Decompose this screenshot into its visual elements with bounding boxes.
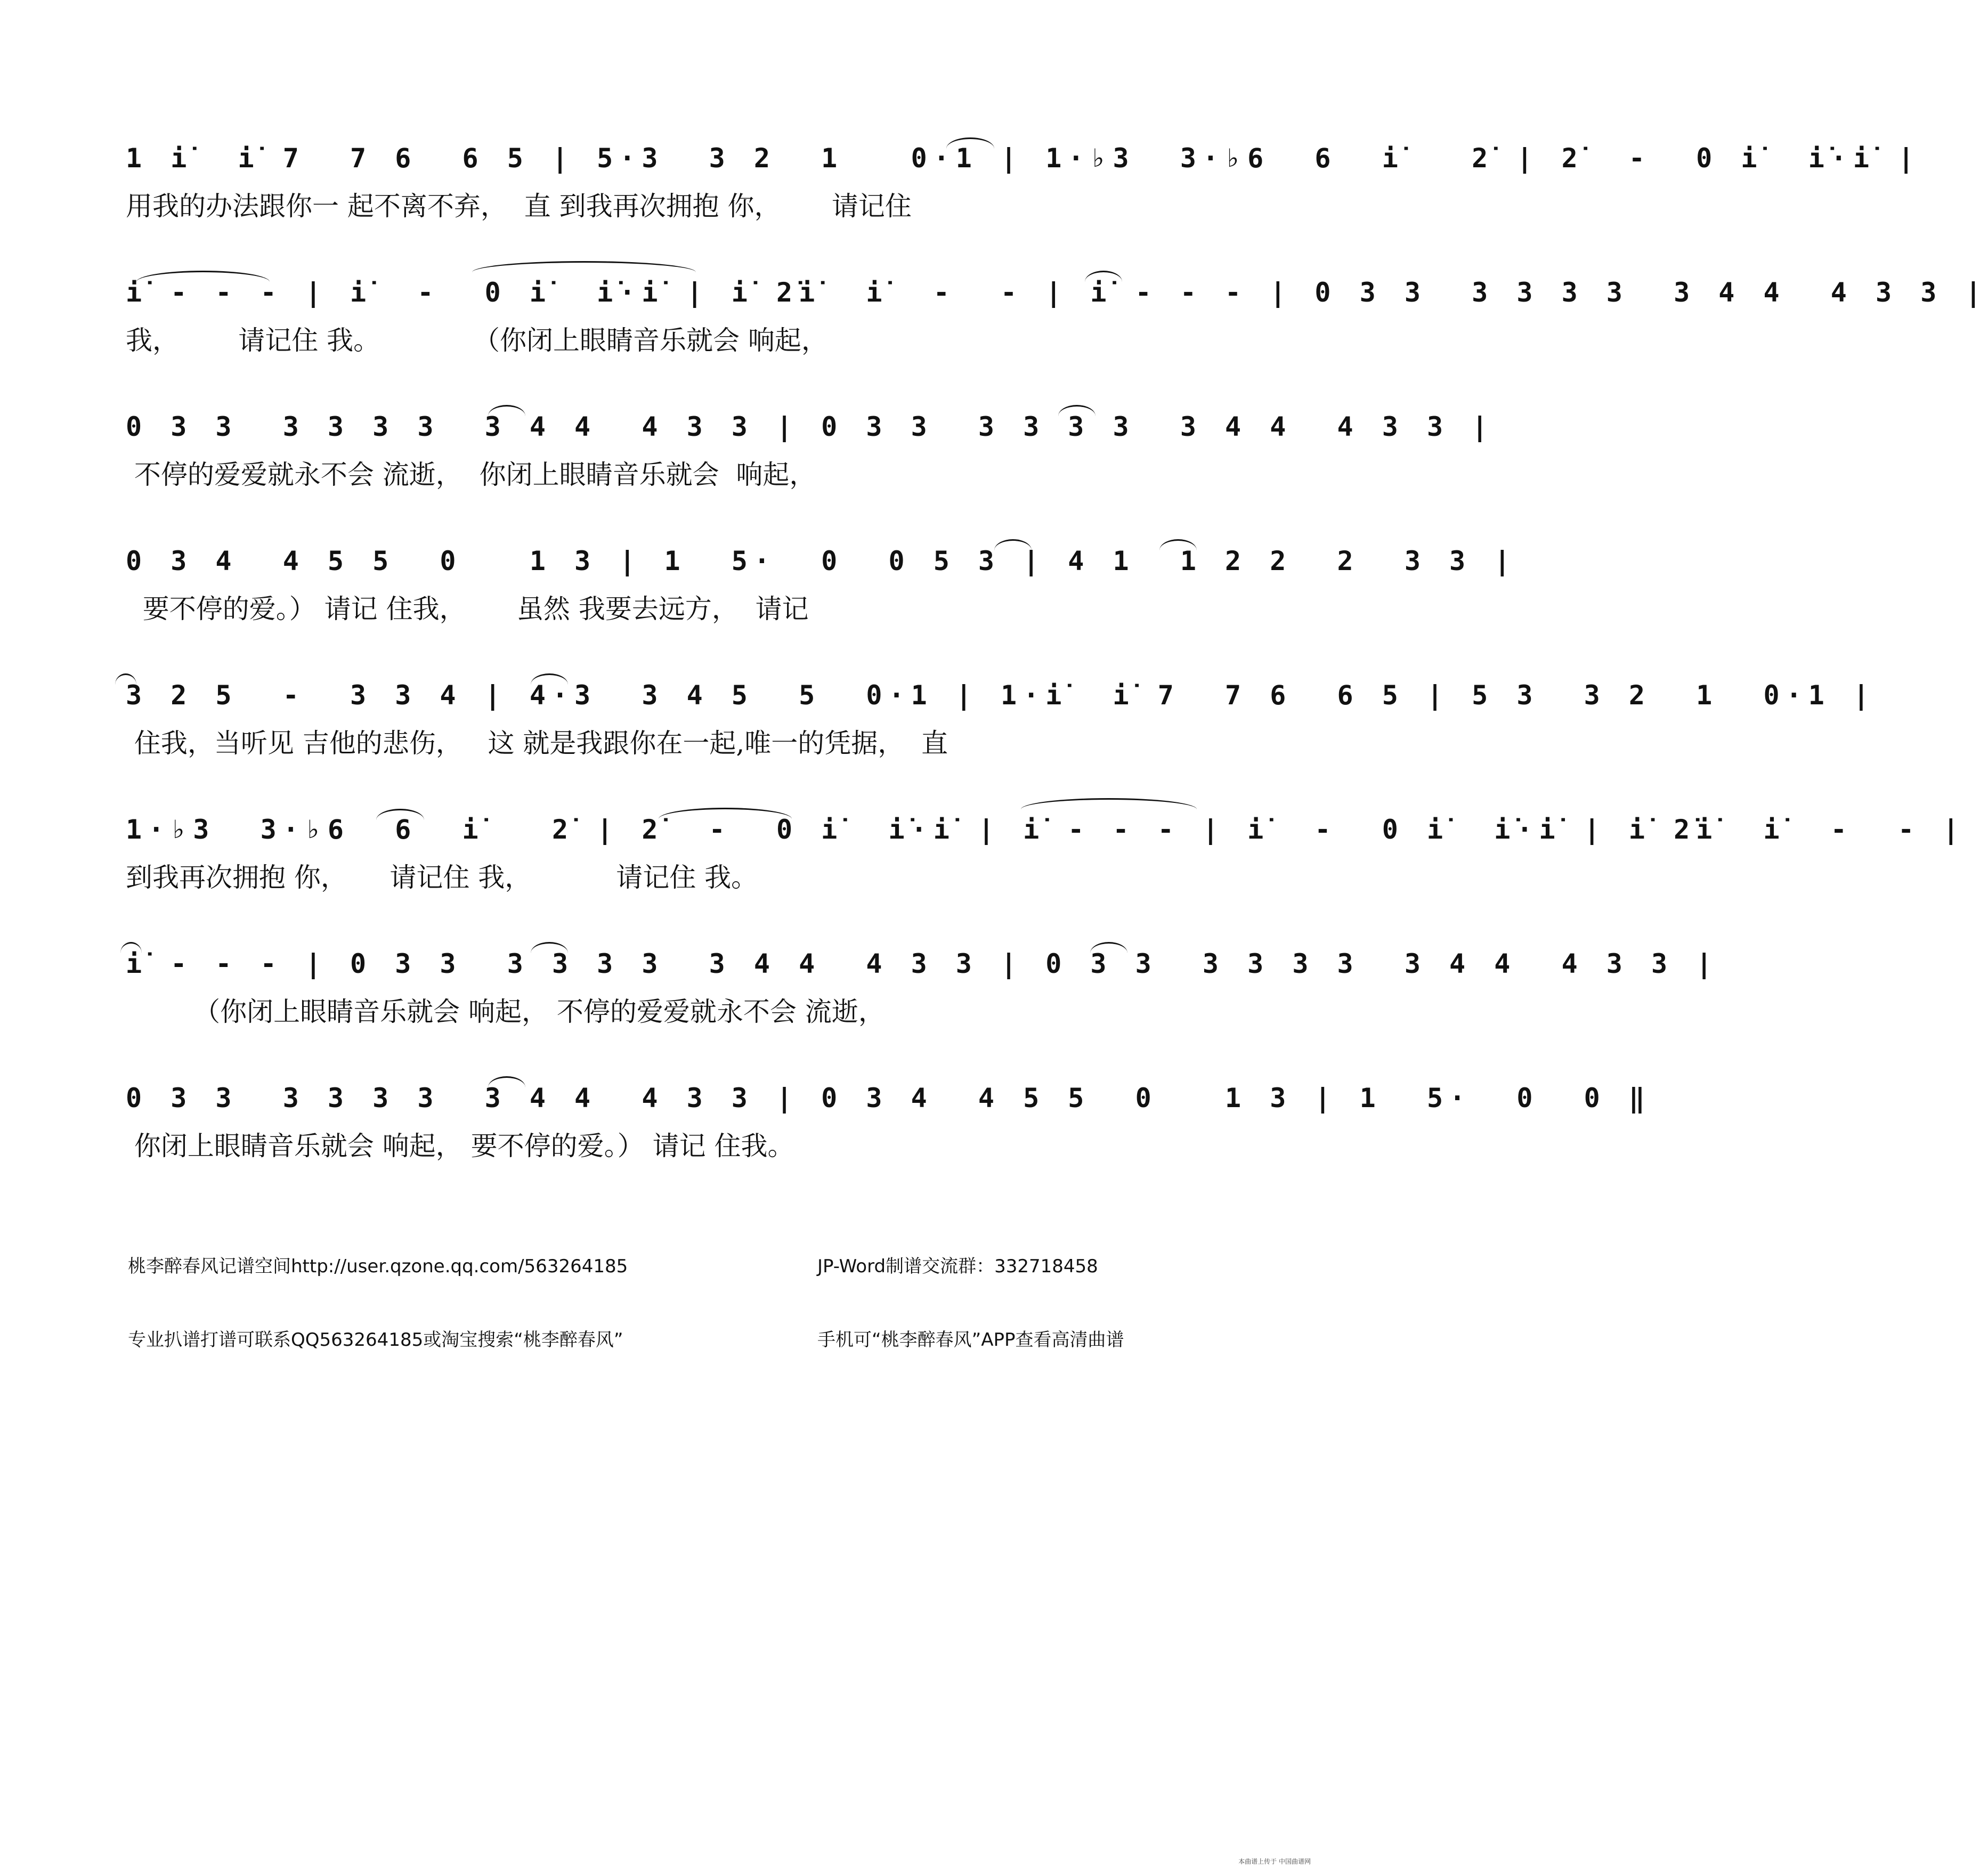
slur-mark	[659, 808, 792, 819]
footer-right	[817, 1205, 1124, 1377]
notation-line: 1·♭3 3·♭6 6 i̇ 2̇ | 2̇ - 0 i̇ i̇·i̇ | i̇ - - - | i̇ - 0 i̇ i̇·i̇ | i̇ 2̇i̇ i̇ - - |	[126, 814, 1966, 845]
lyric-line: 到我再次拥抱 你， 请记住 我， 请记住 我。	[126, 862, 758, 893]
slur-mark	[115, 673, 136, 685]
upload-credit: 本曲谱上传于 中国曲谱网	[1238, 1858, 1311, 1865]
slur-mark	[472, 261, 696, 272]
slur-mark	[994, 539, 1032, 550]
slur-mark	[120, 942, 142, 953]
footer-qzone-text: 桃李醉春风记谱空间http://user.qzone.qq.com/563264185	[128, 1256, 628, 1277]
footer-app-text: 手机可“桃李醉春风”APP查看高清曲谱	[817, 1329, 1124, 1351]
notation-line: 0 3 3 3 3 3 3 3 4 4 4 3 3 | 0 3 4 4 5 5 0 1 3 | 1 5· 0 0 ‖	[126, 1083, 1651, 1114]
notation-line: 1 i̇ i̇ 7 7 6 6 5 | 5·3 3 2 1 0·1 | 1·♭3 3·♭6 6 i̇ 2̇ | 2̇ - 0 i̇ i̇·i̇ |	[126, 143, 1921, 174]
slur-mark	[1021, 798, 1197, 809]
notation-line: i̇ - - - | 0 3 3 3 3 3 3 3 4 4 4 3 3 | 0 3 3 3 3 3 3 3 4 4 4 3 3 |	[126, 948, 1719, 979]
lyric-line: 用我的办法跟你一 起不离不弃， 直 到我再次拥抱 你， 请记住	[126, 191, 912, 222]
slur-mark	[136, 271, 270, 282]
lyric-line: 我， 请记住 我。 （你闭上眼睛音乐就会 响起，	[126, 325, 828, 356]
slur-mark	[1090, 942, 1127, 953]
notation-line: 0 3 4 4 5 5 0 1 3 | 1 5· 0 0 5 3 | 4 1 1 2 2 2 3 3 |	[126, 546, 1517, 576]
footer-group-text: JP-Word制谱交流群：332718458	[817, 1256, 1098, 1277]
notation-line: 3 2 5 - 3 3 4 | 4·3 3 4 5 5 0·1 | 1·i̇ i̇ 7 7 6 6 5 | 5 3 3 2 1 0·1 |	[126, 680, 1876, 711]
slur-mark	[488, 405, 525, 416]
slur-mark	[531, 942, 568, 953]
lyric-line: 住我，当听见 吉他的悲伤， 这 就是我跟你在一起,唯一的凭据， 直	[126, 728, 948, 759]
slur-mark	[488, 1076, 525, 1087]
footer-left	[128, 1205, 628, 1377]
footer-contact-text: 专业扒谱打谱可联系QQ563264185或淘宝搜索“桃李醉春风”	[128, 1329, 623, 1351]
slur-mark	[1085, 271, 1122, 282]
lyric-line: 你闭上眼睛音乐就会 响起， 要不停的爱。） 请记 住我。	[126, 1131, 794, 1161]
notation-line: i̇ - - - | i̇ - 0 i̇ i̇·i̇ | i̇ 2̇i̇ i̇ - - | i̇ - - - | 0 3 3 3 3 3 3 3 4 4 4 3 3 |	[126, 277, 1988, 308]
lyric-line: （你闭上眼睛音乐就会 响起， 不停的爱爱就永不会 流逝，	[126, 996, 885, 1027]
slur-mark	[1159, 539, 1197, 550]
notation-line: 0 3 3 3 3 3 3 3 4 4 4 3 3 | 0 3 3 3 3 3 3 3 4 4 4 3 3 |	[126, 411, 1495, 442]
slur-mark	[1058, 405, 1096, 416]
lyric-line: 不停的爱爱就永不会 流逝， 你闭上眼睛音乐就会 响起，	[126, 459, 816, 490]
slur-mark	[531, 673, 568, 685]
lyric-line: 要不停的爱。） 请记 住我， 虽然 我要去远方， 请记	[126, 594, 809, 624]
